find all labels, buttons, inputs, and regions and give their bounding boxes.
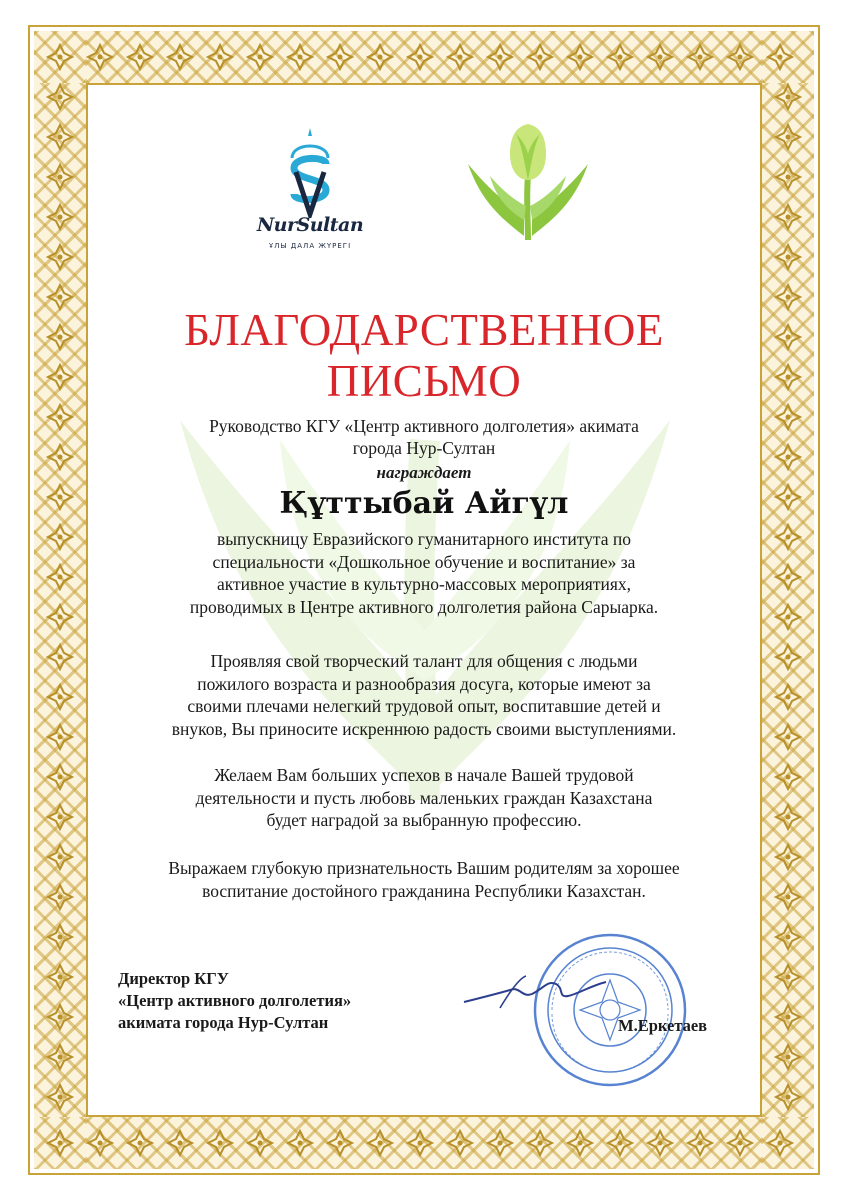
border-ornament [448, 45, 472, 69]
paragraph-4 [90, 857, 758, 902]
border-ornament [328, 45, 352, 69]
border-ornament [48, 165, 72, 189]
border-ornament [48, 605, 72, 629]
border-ornament [776, 965, 800, 989]
border-ornament [776, 1045, 800, 1069]
paragraph-line: Выражаем глубокую признательность Вашим родителям за хорошее [168, 858, 680, 878]
border-ornament [48, 645, 72, 669]
border-ornament [208, 1131, 232, 1155]
paragraph-2 [90, 650, 758, 740]
paragraph-line: выпускницу Евразийского гуманитарного института по [216, 529, 632, 549]
border-ornament [728, 45, 752, 69]
border-ornament [648, 45, 672, 69]
border-ornament [368, 1131, 392, 1155]
border-ornament [48, 565, 72, 589]
border-ornament [776, 485, 800, 509]
border-ornament [776, 925, 800, 949]
border-ornament [776, 445, 800, 469]
border-ornament [168, 1131, 192, 1155]
nur-sultan-logo [246, 126, 374, 258]
paragraph-line: проводимых в Центре активного долголетия района Сарыарка. [189, 596, 659, 617]
border-ornament [688, 1131, 712, 1155]
border-ornament [248, 1131, 272, 1155]
border-ornament [48, 525, 72, 549]
paragraph-line: специальности «Дошкольное обучение и воспитание» за [212, 551, 636, 572]
border-ornament [776, 685, 800, 709]
border-ornament [208, 45, 232, 69]
border-ornament [88, 45, 112, 69]
border-ornament [776, 325, 800, 349]
border-ornament [488, 45, 512, 69]
paragraph-line: деятельности и пусть любовь маленьких граждан Казахстана [195, 787, 653, 808]
border-ornament [48, 325, 72, 349]
border-ornament [776, 765, 800, 789]
border-ornament [48, 485, 72, 509]
border-ornament [48, 845, 72, 869]
border-ornament [48, 205, 72, 229]
border-ornament [776, 565, 800, 589]
border-ornament [48, 885, 72, 909]
border-ornament [768, 1131, 792, 1155]
border-ornament [48, 45, 72, 69]
city-logo-tagline: ҰЛЫ ДАЛА ЖҮРЕГІ [268, 242, 352, 250]
border-ornament [608, 1131, 632, 1155]
border-ornament [128, 45, 152, 69]
border-ornament [776, 805, 800, 829]
border-ornament [48, 965, 72, 989]
border-ornament [776, 525, 800, 549]
border-ornament [776, 725, 800, 749]
border-ornament [48, 725, 72, 749]
border-ornament [776, 245, 800, 269]
border-ornament [776, 1085, 800, 1109]
city-logo-wordmark: NurSultan [256, 214, 364, 236]
border-ornament [488, 1131, 512, 1155]
border-ornament [48, 805, 72, 829]
border-ornament [288, 1131, 312, 1155]
director-line: акимата города Нур-Султан [118, 1013, 329, 1032]
paragraph-line: будет наградой за выбранную профессию. [266, 810, 582, 830]
border-ornament [776, 1005, 800, 1029]
border-ornament [768, 45, 792, 69]
paragraph-line: Проявляя свой творческий талант для общения с людьми [210, 651, 638, 671]
paragraph-3 [90, 764, 758, 832]
border-ornament [128, 1131, 152, 1155]
border-ornament [48, 925, 72, 949]
border-ornament [48, 85, 72, 109]
border-ornament [368, 45, 392, 69]
paragraph-line: своими плечами нелегкий трудовой опыт, воспитавшие детей и [187, 696, 661, 716]
border-ornament [408, 45, 432, 69]
border-ornament [48, 125, 72, 149]
title-line-1: БЛАГОДАРСТВЕННОЕ [184, 305, 664, 355]
border-ornament [408, 1131, 432, 1155]
border-ornament [48, 1045, 72, 1069]
border-ornament [448, 1131, 472, 1155]
director-line: «Центр активного долголетия» [118, 991, 352, 1010]
paragraph-line: воспитание достойного гражданина Республики Казахстан. [202, 880, 646, 901]
border-ornament [288, 45, 312, 69]
border-ornament [776, 605, 800, 629]
recipient-name: Құттыбай Айгүл [279, 486, 569, 521]
border-ornament [608, 45, 632, 69]
border-ornament [776, 85, 800, 109]
border-ornament [48, 1085, 72, 1109]
border-ornament [88, 1131, 112, 1155]
border-ornament [776, 845, 800, 869]
border-ornament [48, 685, 72, 709]
director-block [118, 968, 351, 1034]
border-ornament [688, 45, 712, 69]
intro-line-1: Руководство КГУ «Центр активного долголетия» акимата [209, 416, 639, 436]
border-ornament [776, 165, 800, 189]
border-ornament [776, 285, 800, 309]
border-ornament [48, 765, 72, 789]
border-ornament [328, 1131, 352, 1155]
border-ornament [48, 1005, 72, 1029]
border-ornament [48, 1131, 72, 1155]
border-ornament [568, 1131, 592, 1155]
paragraph-line: Желаем Вам больших успехов в начале Вашей трудовой [214, 765, 634, 785]
border-ornament [776, 405, 800, 429]
nur-sultan-emblem-icon [282, 126, 338, 218]
border-ornament [168, 45, 192, 69]
signer-name: М.Еркетаев [618, 1016, 708, 1035]
border-ornament [528, 45, 552, 69]
director-line: Директор КГУ [118, 969, 229, 988]
paragraph-line: пожилого возраста и разнообразия досуга, которые имеют за [197, 673, 651, 694]
border-ornament [248, 45, 272, 69]
paragraph-line: внуков, Вы приносите искреннюю радость своими выступлениями. [171, 718, 677, 739]
border-ornament [776, 645, 800, 669]
border-ornament [48, 365, 72, 389]
paragraph-1 [90, 528, 758, 618]
border-ornament [776, 885, 800, 909]
border-ornament [48, 405, 72, 429]
border-ornament [48, 285, 72, 309]
border-ornament [776, 365, 800, 389]
border-ornament [776, 205, 800, 229]
border-ornament [48, 245, 72, 269]
tulip-icon [466, 124, 590, 240]
border-ornament [776, 125, 800, 149]
border-ornament [528, 1131, 552, 1155]
awards-label: награждает [376, 463, 472, 482]
signature [460, 968, 610, 1016]
intro-line-2: города Нур-Султан [352, 438, 496, 458]
border-ornament [48, 445, 72, 469]
border-ornament [648, 1131, 672, 1155]
paragraph-line: активное участие в культурно-массовых мероприятиях, [216, 574, 632, 594]
border-ornament [728, 1131, 752, 1155]
title-line-2: ПИСЬМО [326, 356, 522, 406]
border-ornament [568, 45, 592, 69]
